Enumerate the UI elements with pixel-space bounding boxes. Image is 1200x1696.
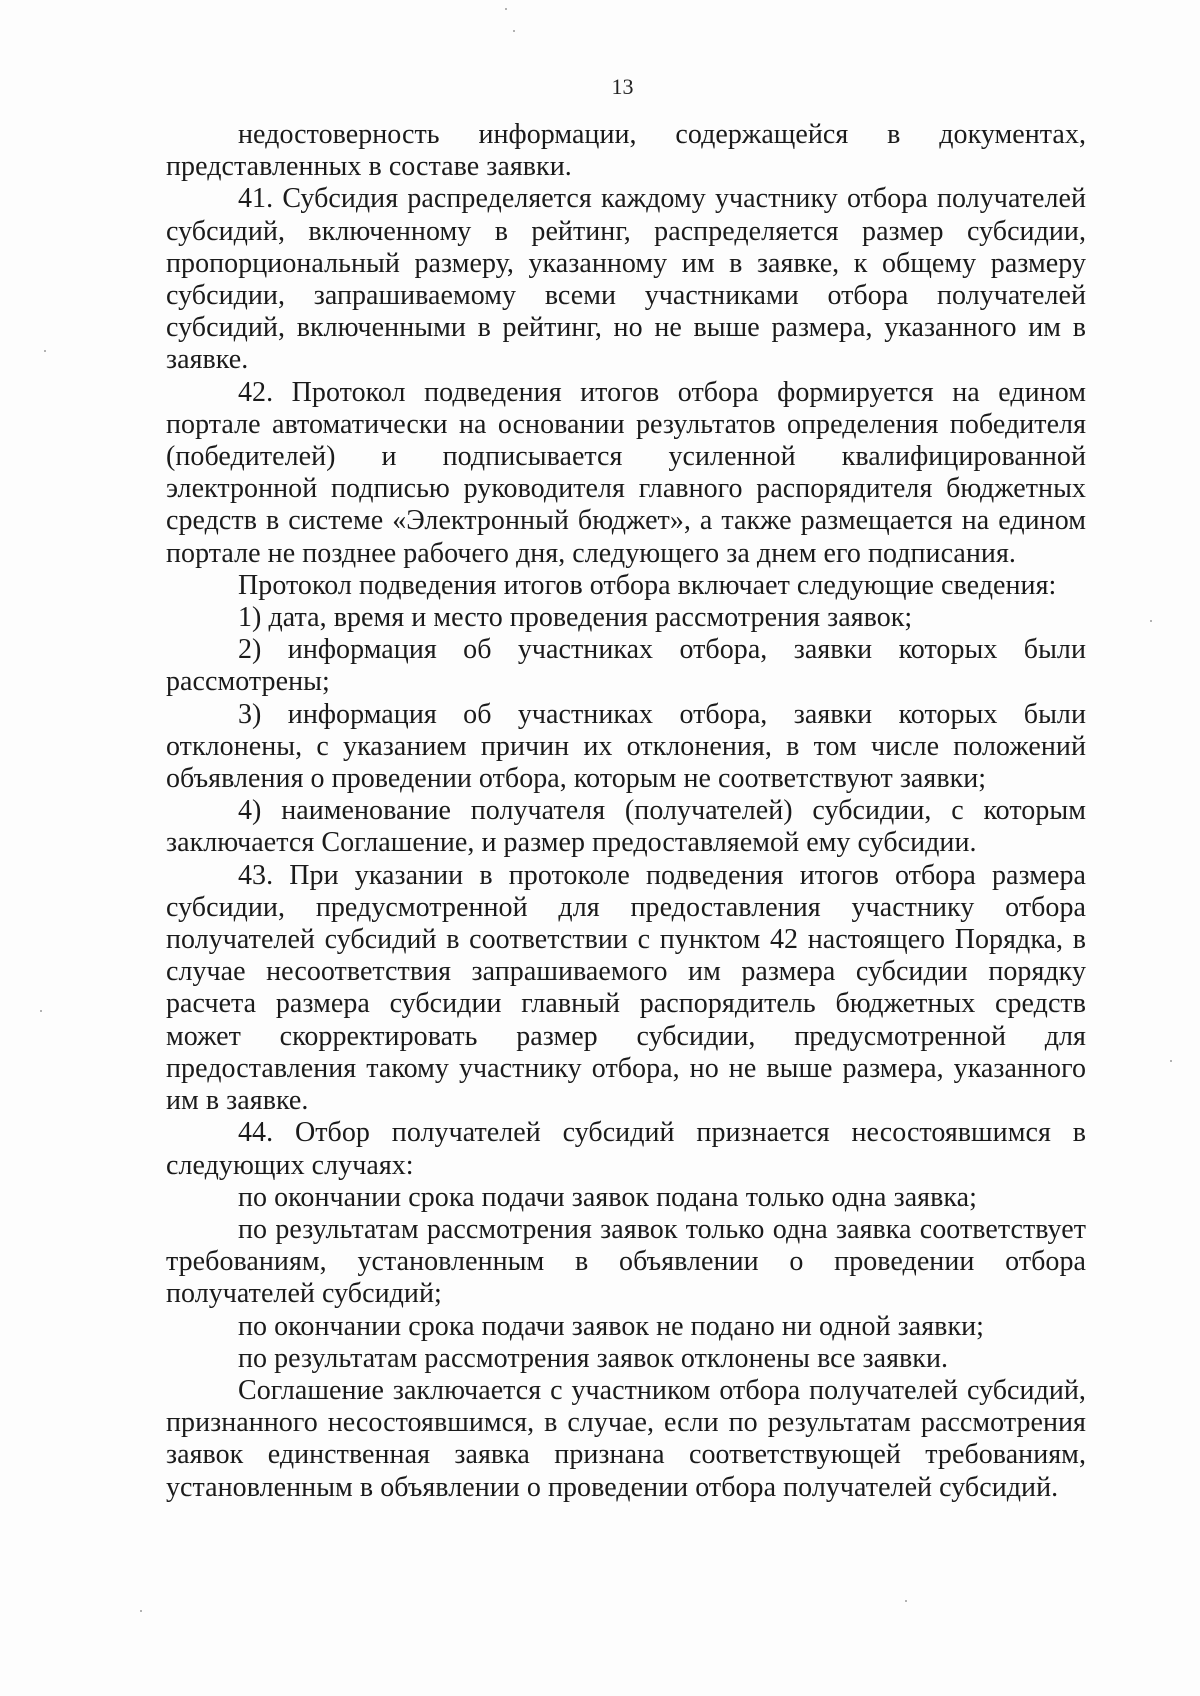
scan-speck [44,350,46,352]
list-item-3: 3) информация об участниках отбора, заявки которых были отклонены, с указанием причин их отклонения, в том числе положений объявления о проведении отбора, которым не соответствуют заявки; [166,698,1086,795]
scan-speck [40,1010,42,1012]
paragraph-41: 41. Субсидия распределяется каждому участнику отбора получателей субсидий, включенному в рейтинг, распределяется размер субсидии, пропорциональный размеру, указанному им в заявке, к общему размеру субсидии, запрашиваемому всеми участниками отбора получателей субсидий, включенными в рейтинг, но не выше размера, указанного им в заявке. [166,183,1086,376]
scan-speck [905,1600,907,1602]
scan-speck [513,30,515,32]
case-item-1: по окончании срока подачи заявок подана только одна заявка; [238,1181,977,1213]
scan-speck [505,8,507,10]
scan-speck [1170,1060,1172,1062]
paragraph-continuation: недостоверность информации, содержащейся в документах, представленных в составе заявки. [166,119,1086,183]
scan-speck [1150,620,1152,622]
page-number: 13 [611,74,634,99]
case-item-4: по результатам рассмотрения заявок отклонены все заявки. [238,1342,949,1374]
paragraph-42: 42. Протокол подведения итогов отбора формируется на едином портале автоматически на основании результатов определения победителя (победителей) и подписывается усиленной квалифицированной электронной подписью руководителя главного распорядителя бюджетных средств в системе «Электронный бюджет», а также размещается на едином портале не позднее рабочего дня, следующего за днем его подписания. [166,376,1086,569]
scan-speck [140,1610,142,1612]
list-item-4: 4) наименование получателя (получателей) субсидии, с которым заключается Соглашение, и размер предоставляемой ему субсидии. [166,795,1086,859]
list-item-2: 2) информация об участниках отбора, заявки которых были рассмотрены; [166,634,1086,698]
paragraph-44: 44. Отбор получателей субсидий признается несостоявшимся в следующих случаях: [166,1117,1086,1181]
paragraph-protocol-intro: Протокол подведения итогов отбора включает следующие сведения: [238,569,1057,601]
document-body [166,119,1086,1504]
paragraph-43: 43. При указании в протоколе подведения итогов отбора размера субсидии, предусмотренной для предоставления участнику отбора получателей субсидий в соответствии с пунктом 42 настоящего Порядка, в случае несоответствия запрашиваемого им размера субсидии порядку расчета размера субсидии главный распорядитель бюджетных средств может скорректировать размер субсидии, предусмотренной для предоставления такому участнику отбора, но не выше размера, указанного им в заявке. [166,859,1086,1117]
list-item-1: 1) дата, время и место проведения рассмотрения заявок; [238,602,913,634]
case-item-3: по окончании срока подачи заявок не подано ни одной заявки; [238,1310,984,1342]
paragraph-agreement: Соглашение заключается с участником отбора получателей субсидий, признанного несостоявшимся, в случае, если по результатам рассмотрения заявок единственная заявка признана соответствующей требованиям, установленным в объявлении о проведении отбора получателей субсидий. [166,1374,1086,1503]
case-item-2: по результатам рассмотрения заявок только одна заявка соответствует требованиям, установленным в объявлении о проведении отбора получателей субсидий; [166,1213,1086,1310]
